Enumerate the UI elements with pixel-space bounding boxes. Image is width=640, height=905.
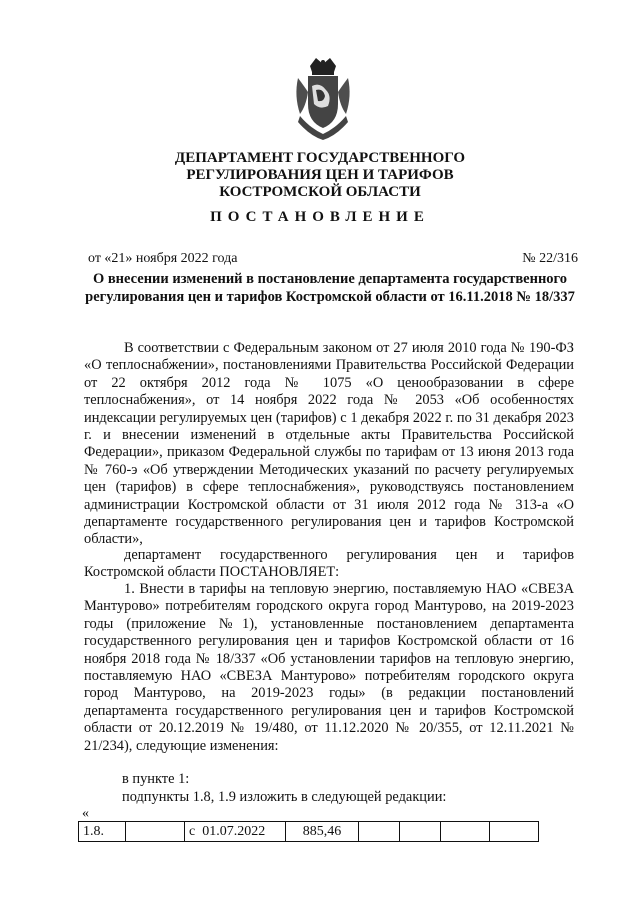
- point-reference: в пункте 1:: [122, 771, 190, 787]
- table-cell: [359, 822, 400, 842]
- date-number-line: [88, 251, 578, 267]
- table-row: [79, 822, 539, 842]
- item-1-paragraph: [84, 581, 574, 755]
- document-subject: [70, 270, 590, 306]
- resolution-text: департамент государственного регулирования цен и тарифов Костромской области ПОСТАНОВЛЯЕТ:: [84, 547, 574, 581]
- preamble-paragraph: [84, 340, 574, 549]
- table-cell: 885,46: [286, 822, 359, 842]
- date-value: 01.07.2022: [202, 823, 266, 839]
- date-prefix: с: [189, 823, 196, 839]
- opening-quote-mark: «: [82, 806, 89, 821]
- department-name: [100, 150, 540, 201]
- department-line: КОСТРОМСКОЙ ОБЛАСТИ: [219, 184, 421, 200]
- department-line: РЕГУЛИРОВАНИЯ ЦЕН И ТАРИФОВ: [186, 167, 454, 183]
- table-cell: [441, 822, 490, 842]
- subpoints-instruction: подпункты 1.8, 1.9 изложить в следующей редакции:: [122, 789, 447, 805]
- item-1-text: 1. Внести в тарифы на тепловую энергию, поставляемую НАО «СВЕЗА Мантурово» потребителям городского округа город Мантурово, на 2019-2023 годы (приложение №1), установленные постановлением департамента государственного регулирования цен и тарифов Костромской области от 16 ноября 2018 года № 18/337 «Об установлении тарифов на тепловую энергию, поставляемую НАО «СВЕЗА Мантурово» потребителям городского округа город Мантурово, на 2019-2023 годы» (в редакции постановлений департамента государственного регулирования цен и тарифов Костромской области от 20.12.2019 № 19/480, от 11.12.2020 № 20/355, от 12.11.2021 № 21/234), следующие изменения:: [84, 581, 574, 754]
- document-date: от «21» ноября 2022 года: [88, 251, 238, 266]
- table-cell: [490, 822, 539, 842]
- document-number: № 22/316: [522, 251, 578, 266]
- table-cell: 1.8.: [79, 822, 126, 842]
- table-cell: [400, 822, 441, 842]
- preamble-text: В соответствии с Федеральным законом от 27 июля 2010 года № 190-ФЗ «О теплоснабжении», постановлениями Правительства Российской Федерации от 22 октября 2012 года № 1075 «О ценообразовании в сфере теплоснабжения», от 14 ноября 2022 года № 2053 «Об особенностях индексации регулируемых цен (тарифов) с 1 декабря 2022 г. по 31 декабря 2023 г. и внесении изменений в отдельные акты Правительства Российской Федерации», приказом Федеральной службы по тарифам от 13 июня 2013 года № 760-э «Об утверждении Методических указаний по расчету регулируемых цен (тарифов) в сфере теплоснабжения», руководствуясь постановлением администрации Костромской области от 31 июля 2012 года № 313-а «О департаменте государственного регулирования цен и тарифов Костромской области»,: [84, 340, 574, 548]
- table-cell: [126, 822, 185, 842]
- subject-line: регулирования цен и тарифов Костромской области от 16.11.2018 № 18/337: [85, 289, 575, 305]
- department-line: ДЕПАРТАМЕНТ ГОСУДАРСТВЕННОГО: [174, 150, 466, 166]
- subject-line: О внесении изменений в постановление департамента государственного: [92, 271, 568, 287]
- table-cell: [185, 822, 286, 842]
- document-type-title: ПОСТАНОВЛЕНИЕ: [210, 209, 430, 225]
- coat-of-arms-emblem: [290, 56, 356, 140]
- tariff-table: [78, 821, 539, 842]
- resolution-paragraph: [84, 547, 574, 582]
